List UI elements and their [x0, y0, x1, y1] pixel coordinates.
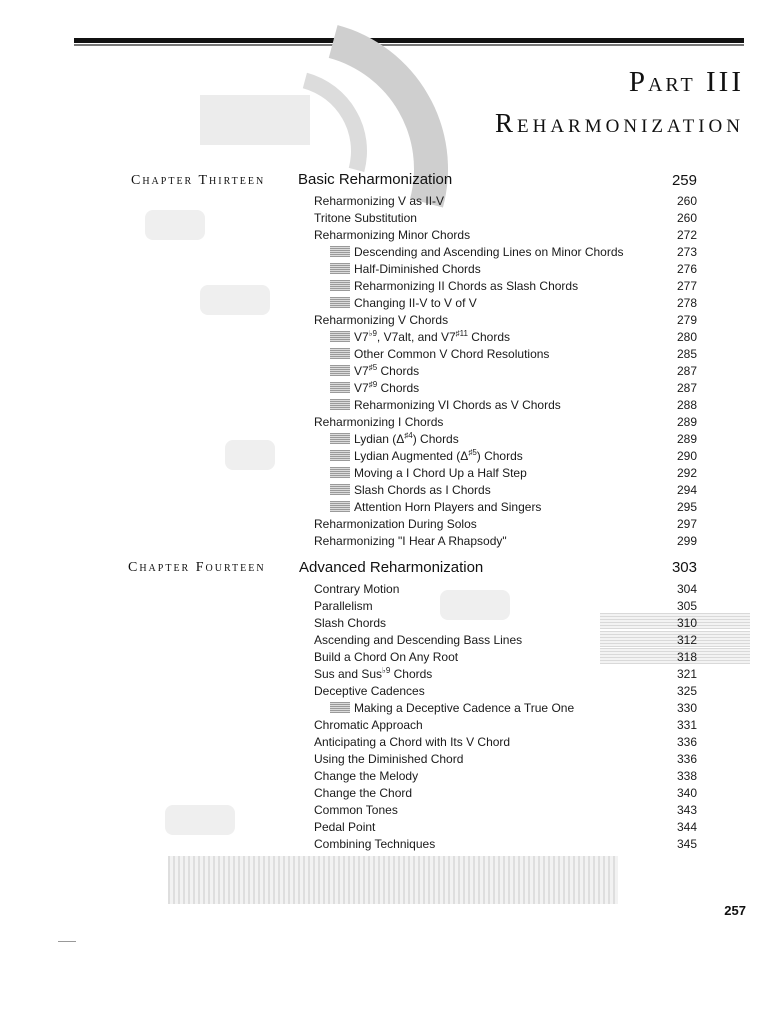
entry-title: Attention Horn Players and Singers — [354, 500, 542, 514]
entry-title: Reharmonizing II Chords as Slash Chords — [354, 279, 579, 293]
bullet-marker — [330, 467, 350, 478]
toc-subentry — [330, 295, 477, 311]
bullet-marker — [330, 246, 350, 257]
bullet-marker — [330, 280, 350, 291]
toc-entry — [314, 598, 373, 614]
decorative-smudge — [225, 440, 275, 470]
entry-page-number: 305 — [676, 599, 697, 613]
toc-entry — [314, 751, 463, 767]
toc-entry — [314, 615, 386, 631]
toc-entry — [314, 666, 432, 682]
entry-title: Build a Chord On Any Root — [314, 650, 459, 664]
entry-title: Change the Melody — [314, 769, 419, 783]
entry-page-number: 276 — [676, 262, 697, 276]
bullet-marker — [330, 450, 350, 461]
toc-entry — [314, 819, 375, 835]
toc-subentry — [330, 397, 561, 413]
entry-page-number: 278 — [676, 296, 697, 310]
decorative-shade — [200, 95, 310, 145]
toc-entry — [314, 516, 477, 532]
chapter-page-number: 259 — [671, 172, 697, 189]
toc-entry — [314, 734, 510, 750]
toc-subentry — [330, 244, 624, 260]
bullet-marker — [330, 365, 350, 376]
toc-subentry — [330, 363, 419, 379]
bullet-marker — [330, 297, 350, 308]
entry-title: Tritone Substitution — [314, 211, 417, 225]
entry-page-number: 260 — [676, 194, 697, 208]
entry-page-number: 260 — [676, 211, 697, 225]
entry-title: Half-Diminished Chords — [354, 262, 481, 276]
toc-entry — [314, 683, 425, 699]
entry-page-number: 336 — [676, 752, 697, 766]
entry-title: Reharmonizing Minor Chords — [314, 228, 471, 242]
toc-entry — [314, 414, 443, 430]
entry-page-number: 330 — [676, 701, 697, 715]
entry-title: Moving a I Chord Up a Half Step — [354, 466, 527, 480]
entry-page-number: 345 — [676, 837, 697, 851]
entry-title: Parallelism — [314, 599, 373, 613]
entry-page-number: 304 — [676, 582, 697, 596]
section-title: Reharmonization — [495, 108, 744, 138]
decorative-smudge — [200, 285, 270, 315]
bullet-marker — [330, 263, 350, 274]
entry-title: Contrary Motion — [314, 582, 400, 596]
top-rule — [74, 38, 744, 43]
entry-title: Making a Deceptive Cadence a True One — [354, 701, 575, 715]
entry-title: Using the Diminished Chord — [314, 752, 464, 766]
entry-title: Anticipating a Chord with Its V Chord — [314, 735, 511, 749]
entry-title: Common Tones — [314, 803, 398, 817]
entry-page-number: 288 — [676, 398, 697, 412]
toc-entry — [314, 227, 470, 243]
entry-page-number: 336 — [676, 735, 697, 749]
toc-entry — [314, 193, 444, 209]
entry-title: Reharmonizing I Chords — [314, 415, 444, 429]
page-number: 257 — [724, 903, 746, 918]
entry-title: Reharmonization During Solos — [314, 517, 477, 531]
entry-page-number: 297 — [676, 517, 697, 531]
chapter-page-number: 303 — [671, 559, 697, 576]
bullet-marker — [330, 382, 350, 393]
entry-page-number: 331 — [676, 718, 697, 732]
entry-title: Reharmonizing VI Chords as V Chords — [354, 398, 561, 412]
entry-title: Combining Techniques — [314, 837, 436, 851]
entry-page-number: 343 — [676, 803, 697, 817]
toc-entry — [314, 785, 412, 801]
decorative-smudge — [440, 590, 510, 620]
entry-page-number: 310 — [676, 616, 697, 630]
chapter-label: Chapter Thirteen — [131, 173, 266, 188]
entry-title: Lydian Augmented $(\Delta^{♯5})$ Chords — [354, 448, 523, 463]
entry-title: Descending and Ascending Lines on Minor Chords — [354, 245, 624, 259]
entry-page-number: 299 — [676, 534, 697, 548]
toc-entry — [314, 802, 398, 818]
decorative-footer-band — [168, 856, 618, 904]
entry-title: Slash Chords — [314, 616, 387, 630]
toc-entry — [314, 836, 435, 852]
entry-page-number: 338 — [676, 769, 697, 783]
toc-subentry — [330, 499, 541, 515]
entry-title: Other Common V Chord Resolutions — [354, 347, 550, 361]
entry-title: Change the Chord — [314, 786, 413, 800]
entry-page-number: 287 — [676, 381, 697, 395]
entry-title: Slash Chords as I Chords — [354, 483, 491, 497]
entry-page-number: 340 — [676, 786, 697, 800]
toc-subentry — [330, 380, 419, 396]
entry-page-number: 279 — [676, 313, 697, 327]
entry-title: Pedal Point — [314, 820, 376, 834]
entry-title: $V7^{♯9}$ Chords — [354, 380, 420, 395]
entry-title: Lydian $(\Delta^{♯4})$ Chords — [354, 431, 459, 446]
entry-page-number: 294 — [676, 483, 697, 497]
chapter-label: Chapter Fourteen — [128, 560, 266, 575]
bullet-marker — [330, 702, 350, 713]
entry-title: Changing II-V to V of V — [354, 296, 477, 310]
entry-page-number: 280 — [676, 330, 697, 344]
toc-subentry — [330, 482, 491, 498]
entry-page-number: 312 — [676, 633, 697, 647]
entry-page-number: 289 — [676, 432, 697, 446]
entry-page-number: 287 — [676, 364, 697, 378]
toc-entry — [314, 649, 458, 665]
entry-page-number: 292 — [676, 466, 697, 480]
bullet-marker — [330, 399, 350, 410]
part-title: Part III — [628, 66, 744, 98]
toc-entry — [314, 632, 522, 648]
entry-title: Reharmonizing "I Hear A Rhapsody" — [314, 534, 507, 548]
entry-page-number: 272 — [676, 228, 697, 242]
toc-entry — [314, 533, 507, 549]
bullet-marker — [330, 433, 350, 444]
bullet-marker — [330, 501, 350, 512]
entry-page-number: 273 — [676, 245, 697, 259]
toc-entry — [314, 581, 399, 597]
entry-title: Deceptive Cadences — [314, 684, 425, 698]
entry-page-number: 277 — [676, 279, 697, 293]
entry-page-number: 295 — [676, 500, 697, 514]
entry-page-number: 321 — [676, 667, 697, 681]
bullet-marker — [330, 331, 350, 342]
toc-subentry — [330, 261, 481, 277]
decorative-smudge — [165, 805, 235, 835]
entry-title: Reharmonizing V Chords — [314, 313, 449, 327]
entry-page-number: 285 — [676, 347, 697, 361]
toc-subentry — [330, 329, 510, 345]
toc-entry — [314, 717, 423, 733]
entry-title: Reharmonizing V as II-V — [314, 194, 445, 208]
toc-entry — [314, 312, 448, 328]
margin-mark — [58, 941, 76, 942]
bullet-marker — [330, 348, 350, 359]
entry-page-number: 344 — [676, 820, 697, 834]
toc-entry — [314, 768, 418, 784]
entry-page-number: 325 — [676, 684, 697, 698]
decorative-smudge — [145, 210, 205, 240]
entry-page-number: 318 — [676, 650, 697, 664]
toc-subentry — [330, 346, 549, 362]
entry-title: Sus and Sus$^{♭9}$ Chords — [314, 666, 433, 681]
toc-subentry — [330, 700, 574, 716]
entry-title: Ascending and Descending Bass Lines — [314, 633, 523, 647]
chapter-title: Advanced Reharmonization — [299, 559, 484, 576]
entry-page-number: 289 — [676, 415, 697, 429]
top-rule-shadow — [74, 44, 744, 46]
entry-title: Chromatic Approach — [314, 718, 423, 732]
toc-subentry — [330, 448, 523, 464]
chapter-title: Basic Reharmonization — [298, 171, 453, 188]
toc-subentry — [330, 431, 459, 447]
entry-title: $V7^{♭9}$, V7alt, and $V7^{♯11}$ Chords — [354, 329, 510, 344]
bullet-marker — [330, 484, 350, 495]
toc-subentry — [330, 278, 578, 294]
toc-subentry — [330, 465, 527, 481]
entry-page-number: 290 — [676, 449, 697, 463]
toc-entry — [314, 210, 417, 226]
entry-title: $V7^{♯5}$ Chords — [354, 363, 420, 378]
